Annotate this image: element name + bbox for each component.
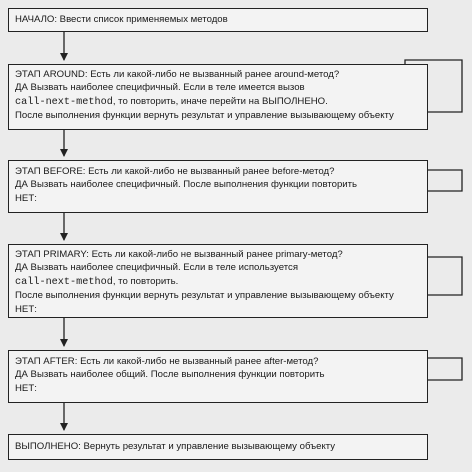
around-line3 — [15, 95, 421, 109]
after-no-text: НЕТ: — [15, 382, 37, 394]
around-code: call-next-method — [15, 96, 113, 108]
after-stage-box — [8, 350, 428, 403]
done-box — [8, 434, 428, 460]
primary-no-text: НЕТ: — [15, 303, 37, 315]
after-yes-text: ДА Вызвать наиболее общий. После выполнения функции повторить — [15, 369, 325, 381]
before-question: ЭТАП BEFORE: Есть ли какой-либо не вызванный ранее before-метод? — [15, 166, 335, 177]
done-text: ВЫПОЛНЕНО: Вернуть результат и управление вызывающему объекту — [15, 441, 336, 452]
primary-question: ЭТАП PRIMARY: Есть ли какой-либо не вызванный ранее primary-метод? — [15, 249, 343, 260]
primary-stage-box — [8, 244, 428, 318]
before-no-text: НЕТ: — [15, 192, 37, 204]
start-box — [8, 8, 428, 32]
around-question: ЭТАП AROUND: Есть ли какой-либо не вызванный ранее around-метод? — [15, 69, 340, 80]
primary-yes-text: ДА Вызвать наиболее специфичный. Если в теле используется — [15, 262, 299, 274]
primary-return-text: После выполнения функции вернуть результат и управление вызывающему объекту — [15, 290, 394, 302]
before-yes-text: ДА Вызвать наиболее специфичный. После выполнения функции повторить — [15, 179, 358, 191]
primary-code: call-next-method — [15, 276, 113, 288]
after-question: ЭТАП AFTER: Есть ли какой-либо не вызванный ранее after-метод? — [15, 356, 319, 367]
primary-line3-rest: , то повторить. — [112, 275, 179, 287]
primary-line3 — [15, 275, 421, 289]
around-yes-text: ДА Вызвать наиболее специфичный. Если в теле имеется вызов — [15, 82, 305, 94]
around-return-text: После выполнения функции вернуть результат и управление вызывающему объекту — [15, 110, 394, 122]
around-stage-box — [8, 64, 428, 130]
before-stage-box — [8, 160, 428, 213]
around-line3-rest: , то повторить, иначе перейти на ВЫПОЛНЕНО. — [112, 95, 328, 107]
start-text: НАЧАЛО: Ввести список применяемых методов — [15, 14, 228, 25]
